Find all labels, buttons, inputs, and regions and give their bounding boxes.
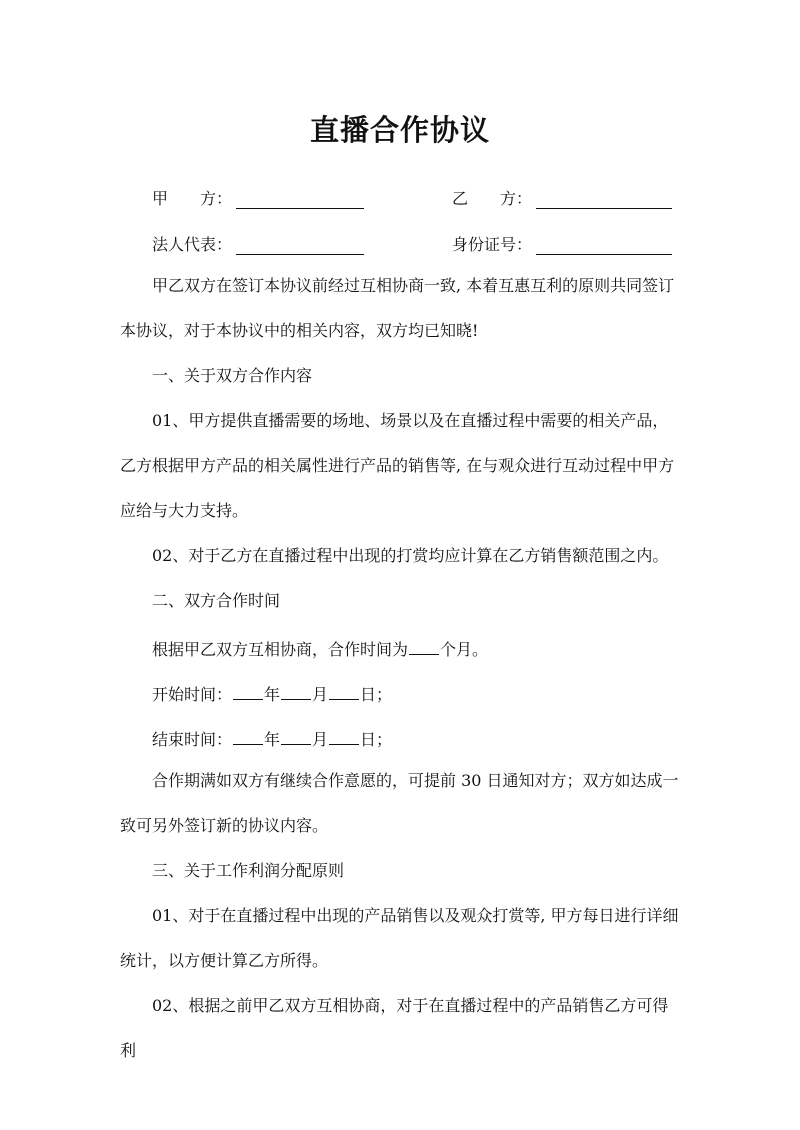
section2-heading: 二、双方合作时间 bbox=[152, 591, 281, 610]
party-b-field bbox=[452, 185, 672, 209]
id-number-blank[interactable] bbox=[536, 236, 672, 255]
duration-line bbox=[120, 637, 680, 660]
end-label: 结束时间： bbox=[152, 730, 233, 749]
start-day-blank[interactable] bbox=[329, 683, 359, 700]
intro-paragraph: 甲乙双方在签订本协议前经过互相协商一致, 本着互惠互利的原则共同签订本协议，对于本协议中的相关内容，双方均已知晓! bbox=[120, 276, 675, 340]
end-date-line bbox=[120, 727, 680, 750]
id-number-label: 身份证号： bbox=[452, 235, 533, 254]
legal-rep-label: 法人代表： bbox=[152, 235, 233, 254]
document-title: 直播合作协议 bbox=[309, 113, 490, 147]
legal-rep-blank[interactable] bbox=[236, 236, 364, 255]
party-a-blank[interactable] bbox=[236, 190, 364, 209]
end-month-blank[interactable] bbox=[281, 728, 311, 745]
start-year-label: 年 bbox=[264, 685, 281, 704]
section3-clause2: 02、根据之前甲乙双方互相协商，对于在直播过程中的产品销售乙方可得利 bbox=[120, 996, 669, 1060]
start-label: 开始时间： bbox=[152, 685, 233, 704]
end-year-label: 年 bbox=[264, 730, 281, 749]
section1-clause1: 01、甲方提供直播需要的场地、场景以及在直播过程中需要的相关产品，乙方根据甲方产品的相关属性进行产品的销售等, 在与观众进行互动过程中甲方应给与大力支持。 bbox=[120, 411, 675, 520]
start-year-blank[interactable] bbox=[233, 683, 263, 700]
id-number-field bbox=[452, 231, 672, 255]
duration-blank[interactable] bbox=[409, 638, 439, 655]
section3-clause1: 01、对于在直播过程中出现的产品销售以及观众打赏等, 甲方每日进行详细统计，以方便计算乙方所得。 bbox=[120, 906, 679, 970]
section1-heading: 一、关于双方合作内容 bbox=[152, 366, 313, 385]
start-day-label: 日； bbox=[360, 685, 393, 704]
renewal-paragraph: 合作期满如双方有继续合作意愿的，可提前 30 日通知对方；双方如达成一致可另外签订新的协议内容。 bbox=[120, 771, 679, 835]
section1-clause2: 02、对于乙方在直播过程中出现的打赏均应计算在乙方销售额范围之内。 bbox=[152, 546, 669, 565]
end-day-blank[interactable] bbox=[329, 728, 359, 745]
start-month-blank[interactable] bbox=[281, 683, 311, 700]
legal-rep-field bbox=[152, 231, 364, 255]
duration-suffix: 个月。 bbox=[440, 640, 489, 659]
end-month-label: 月 bbox=[312, 730, 329, 749]
start-date-line bbox=[120, 682, 680, 705]
party-a-field bbox=[152, 185, 364, 209]
end-year-blank[interactable] bbox=[233, 728, 263, 745]
duration-prefix: 根据甲乙双方互相协商，合作时间为 bbox=[152, 640, 409, 659]
start-month-label: 月 bbox=[312, 685, 329, 704]
section3-heading: 三、关于工作利润分配原则 bbox=[152, 861, 345, 880]
party-b-blank[interactable] bbox=[536, 190, 672, 209]
party-a-label: 甲 方： bbox=[152, 189, 233, 208]
end-day-label: 日； bbox=[360, 730, 393, 749]
party-b-label: 乙 方： bbox=[452, 189, 533, 208]
